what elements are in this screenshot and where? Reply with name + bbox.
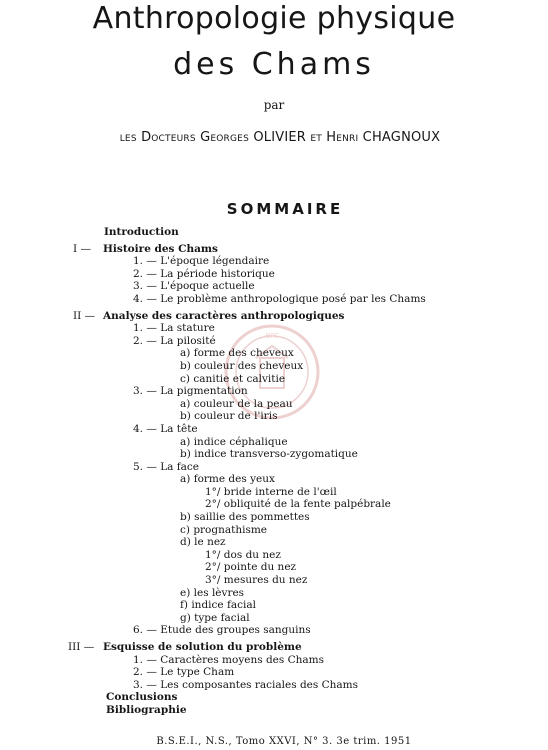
toc-introduction: Introduction [104, 226, 179, 238]
toc-subitem: b) saillie des pommettes [180, 511, 310, 524]
toc-row [0, 574, 548, 587]
toc-row [0, 373, 548, 386]
toc-row [0, 473, 548, 486]
toc-row [0, 436, 548, 449]
toc-row [0, 360, 548, 373]
toc-row [0, 243, 548, 256]
toc-conclusions: Conclusions [106, 691, 178, 704]
toc-row [0, 549, 548, 562]
toc-item: 1. — La stature [133, 322, 215, 335]
toc-row [0, 524, 548, 537]
toc-item: 2. — La pilosité [133, 334, 216, 347]
toc-item: 3. — Les composantes raciales des Chams [133, 678, 359, 691]
toc-row [0, 599, 548, 612]
part-number: III — [68, 641, 95, 653]
toc-row [0, 498, 548, 511]
toc-item: 2. — Le type Cham [133, 666, 235, 679]
toc-subitem: a) couleur de la peau [180, 397, 293, 410]
toc-row [0, 612, 548, 625]
toc-subitem: b) couleur des cheveux [180, 359, 304, 372]
toc-subsubitem: 2°/ obliquité de la fente palpébrale [205, 498, 391, 511]
toc-subsubitem: 3°/ mesures du nez [205, 574, 308, 587]
authors: les Docteurs Georges OLIVIER et Henri CHAGNOUX [119, 130, 441, 145]
toc-row [0, 561, 548, 574]
toc-item: 1. — Caractères moyens des Chams [133, 653, 325, 666]
toc-row [0, 704, 548, 717]
toc-item: 3. — L'époque actuelle [133, 280, 255, 293]
toc-row [0, 423, 548, 436]
toc-row [0, 398, 548, 411]
toc-row [0, 226, 548, 239]
toc-subitem: e) les lèvres [180, 586, 245, 599]
toc-item: 4. — Le problème anthropologique posé par les Chams [133, 292, 426, 305]
toc-row [0, 691, 548, 704]
toc-subsubitem: 2°/ pointe du nez [205, 561, 297, 574]
toc-row [0, 641, 548, 654]
toc-row [0, 335, 548, 348]
toc-subitem: c) canitie et calvitie [180, 372, 286, 385]
toc-row [0, 666, 548, 679]
toc-row [0, 410, 548, 423]
toc-row [0, 310, 548, 323]
toc-row [0, 461, 548, 474]
toc-item: 5. — La face [133, 460, 200, 473]
toc-row [0, 448, 548, 461]
toc-row [0, 679, 548, 692]
toc-item: 2. — La période historique [133, 267, 275, 280]
toc-row [0, 293, 548, 306]
toc-bibliographie: Bibliographie [106, 703, 187, 716]
title-line-1: Anthropologie physique [92, 1, 456, 36]
toc-row [0, 347, 548, 360]
toc-subitem: g) type facial [180, 611, 250, 624]
part-number: II — [73, 309, 96, 322]
toc-item: 1. — L'époque légendaire [133, 255, 270, 268]
table-of-contents [0, 226, 548, 717]
toc-subitem: f) indice facial [180, 599, 256, 612]
toc-subitem: b) indice transverso-zygomatique [180, 448, 358, 461]
toc-row [0, 587, 548, 600]
part-title: Esquisse de solution du problème [103, 641, 302, 653]
toc-subitem: b) couleur de l'iris [180, 410, 278, 423]
toc-row [0, 255, 548, 268]
toc-row [0, 486, 548, 499]
stamp-text: erc [265, 331, 279, 341]
toc-subitem: d) le nez [180, 536, 226, 549]
toc-subsubitem: 1°/ dos du nez [205, 548, 281, 561]
sommaire-heading: SOMMAIRE [226, 200, 344, 218]
toc-row [0, 536, 548, 549]
journal-reference: B.S.E.I., N.S., Tomo XXVI, N° 3. 3e trim. 1951 [156, 736, 412, 747]
toc-subitem: c) prognathisme [180, 523, 268, 536]
toc-row [0, 654, 548, 667]
toc-row [0, 280, 548, 293]
toc-row [0, 624, 548, 637]
toc-subitem: a) forme des cheveux [180, 347, 294, 360]
toc-subsubitem: 1°/ bride interne de l'œil [205, 485, 337, 498]
part-number: I — [73, 242, 91, 255]
toc-subitem: a) indice céphalique [180, 435, 288, 448]
toc-subitem: a) forme des yeux [180, 473, 275, 486]
toc-row [0, 511, 548, 524]
toc-row [0, 268, 548, 281]
toc-item: 3. — La pigmentation [133, 385, 248, 398]
part-title: Histoire des Chams [103, 242, 218, 255]
toc-item: 4. — La tête [133, 422, 198, 435]
toc-item: 6. — Etude des groupes sanguins [133, 624, 311, 637]
by-line: par [263, 98, 285, 112]
title-line-2: des Chams [173, 47, 375, 82]
toc-row [0, 322, 548, 335]
part-title: Analyse des caractères anthropologiques [103, 309, 345, 322]
toc-row [0, 385, 548, 398]
